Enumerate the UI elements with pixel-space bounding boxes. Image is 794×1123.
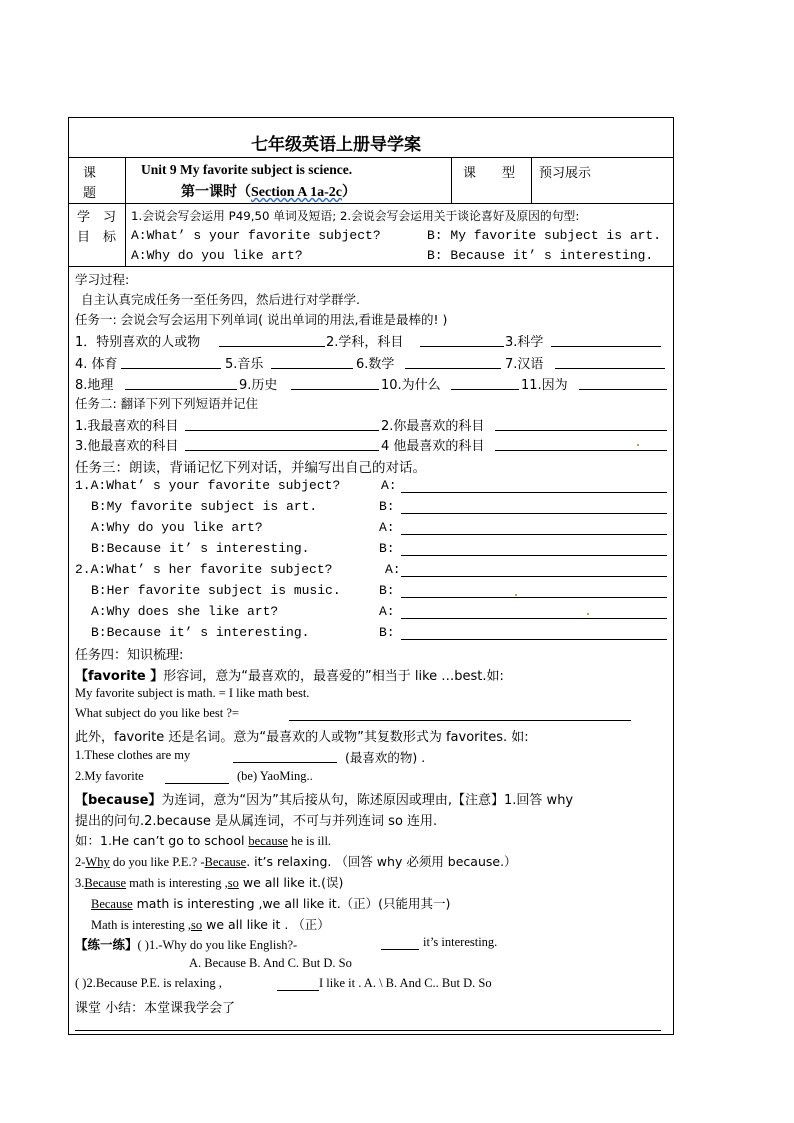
type-value: 预习展示 xyxy=(539,166,592,181)
task1-item: 5.音乐 xyxy=(225,357,264,372)
noun-note: 此外，favorite 还是名词。意为“最喜欢的人或物”其复数形式为 favorites. 如: xyxy=(75,730,529,745)
unit-title: Unit 9 My favorite subject is science. xyxy=(141,162,353,177)
because-example-1: 如：1.He can’t go to school because he is ill. xyxy=(75,833,332,848)
goals-q2: A:Why do you like art? xyxy=(131,248,303,263)
noun-example-1: 1.These clothes are my xyxy=(75,748,191,762)
dialog-role: B: xyxy=(379,583,395,598)
because-example-3: 3.Because math is interesting ,so we all like it.(误) xyxy=(75,875,344,890)
practice-1: 【练一练】( )1.-Why do you like English?- xyxy=(75,937,298,952)
task1-item: 8.地理 xyxy=(75,378,114,393)
dialog-role: A: xyxy=(379,520,395,535)
dialog-line: B:My favorite subject is art. xyxy=(91,499,318,514)
process-intro: 自主认真完成任务一至任务四，然后进行对学群学. xyxy=(81,292,360,307)
task1-item: 3.科学 xyxy=(505,335,544,350)
goals-a2: B: Because it’ s interesting. xyxy=(427,248,654,263)
dialog-line: B:Because it’ s interesting. xyxy=(91,625,310,640)
because-note-2: 提出的问句.2.because 是从属连词，不可与并列连词 so 连用. xyxy=(75,814,438,829)
because-example-5: Math is interesting ,so we all like it . （正） xyxy=(91,917,330,932)
dialog-line: B:Her favorite subject is music. xyxy=(91,583,341,598)
doc-title: 七年级英语上册导学案 xyxy=(251,135,421,155)
task4-title: 任务四：知识梳理: xyxy=(75,648,184,663)
task1-item: 1．特别喜欢的人或物 xyxy=(75,335,201,350)
dialog-role: A: xyxy=(379,604,395,619)
task1-item: 4. 体育 xyxy=(75,357,118,372)
because-example-4: Because math is interesting ,we all like it.（正）(只能用其一) xyxy=(91,896,451,911)
task2-item: 1.我最喜欢的科目 xyxy=(75,419,179,434)
dialog-line: A:Why does she like art? xyxy=(91,604,279,619)
task1-item: 10.为什么 xyxy=(381,378,441,393)
process-heading: 学习过程: xyxy=(75,272,130,287)
type-label: 课 型 xyxy=(463,166,516,181)
task3-title: 任务三：朗读，背诵记忆下列对话，并编写出自己的对话。 xyxy=(75,460,426,476)
dialog-line: 2.A:What’ s her favorite subject? xyxy=(75,562,333,577)
lesson-title: 第一课时（Section A 1a-2c） xyxy=(181,184,356,200)
goals-line1: 1.会说会写会运用 P49,50 单词及短语; 2.会说会写会运用关于谈论喜好及原因的句型: xyxy=(131,209,580,223)
dialog-role: B: xyxy=(379,625,395,640)
favorite-note: 【favorite 】形容词，意为“最喜欢的，最喜爱的”相当于 like …best.如: xyxy=(75,669,504,684)
task1-title: 任务一: 会说会写会运用下列单词( 说出单词的用法,看谁是最棒的! ) xyxy=(75,312,448,327)
favorite-example-1: My favorite subject is math. = I like math best. xyxy=(75,686,310,700)
dialog-role: A: xyxy=(381,478,397,493)
task1-item: 7.汉语 xyxy=(505,357,544,372)
goals-label-2: 目 标 xyxy=(77,230,117,245)
dialog-line: A:Why do you like art? xyxy=(91,520,263,535)
practice-2-end: I like it . A. \ B. And C.. But D. So xyxy=(319,976,492,990)
dialog-line: B:Because it’ s interesting. xyxy=(91,541,310,556)
task1-item: 9.历史 xyxy=(239,378,278,393)
practice-1-options: A. Because B. And C. But D. So xyxy=(189,956,352,970)
noun-example-1-end: (最喜欢的物) . xyxy=(345,750,426,765)
summary: 课堂 小结：本堂课我学会了 xyxy=(75,1001,236,1016)
task2-title: 任务二: 翻译下列下列短语并记住 xyxy=(75,396,259,411)
practice-1-end: it’s interesting. xyxy=(423,935,498,949)
noun-example-2-end: (be) YaoMing.. xyxy=(237,769,313,783)
worksheet xyxy=(68,117,674,1035)
dialog-line: 1.A:What’ s your favorite subject? xyxy=(75,478,341,493)
task1-item: 2.学科，科目 xyxy=(326,335,404,350)
task1-item: 6.数学 xyxy=(356,357,395,372)
dialog-role: A: xyxy=(385,562,401,577)
task2-item: 3.他最喜欢的科目 xyxy=(75,439,179,454)
goals-q1: A:What’ s your favorite subject? xyxy=(131,228,381,243)
task2-item: 4 他最喜欢的科目 xyxy=(381,439,485,454)
goals-label: 学 习 xyxy=(77,210,117,225)
dialog-role: B: xyxy=(379,499,395,514)
noun-example-2: 2.My favorite xyxy=(75,769,144,783)
because-example-2: 2-Why do you like P.E.? -Because. it’s relaxing. （回答 why 必须用 because.） xyxy=(75,854,517,869)
favorite-example-2: What subject do you like best ?= xyxy=(75,706,239,720)
subject-label-2: 题 xyxy=(83,186,97,201)
task2-item: 2.你最喜欢的科目 xyxy=(381,419,485,434)
task1-item: 11.因为 xyxy=(521,378,568,393)
because-note: 【because】为连词，意为“因为”其后接从句，陈述原因或理由,【注意】1.回答 why xyxy=(75,793,574,808)
practice-2: ( )2.Because P.E. is relaxing , xyxy=(75,976,222,990)
subject-label: 课 xyxy=(83,166,97,181)
dialog-role: B: xyxy=(379,541,395,556)
goals-a1: B: My favorite subject is art. xyxy=(427,228,662,243)
